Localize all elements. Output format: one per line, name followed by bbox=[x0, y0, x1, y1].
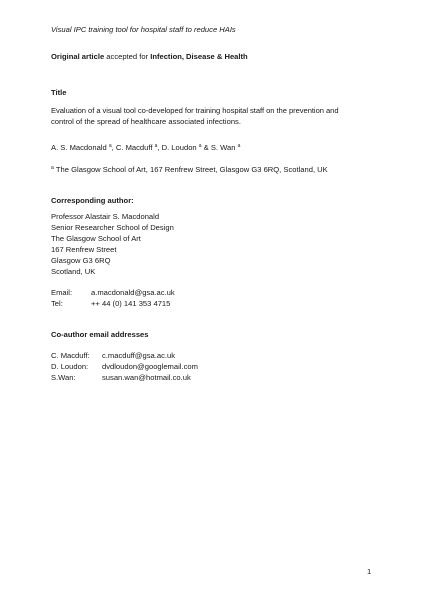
running-header: Visual IPC training tool for hospital staff to reduce HAIs bbox=[51, 25, 236, 34]
address-line: 167 Renfrew Street bbox=[51, 245, 117, 254]
address-line: Professor Alastair S. Macdonald bbox=[51, 212, 160, 221]
title-heading: Title bbox=[51, 88, 67, 97]
author-affiliation-mark: a bbox=[198, 143, 202, 149]
email-label: Email: bbox=[51, 288, 73, 297]
author-affiliation-mark: a bbox=[154, 143, 158, 149]
article-title-line-1: Evaluation of a visual tool co-developed for training hospital staff on the prevention and bbox=[51, 106, 339, 115]
coauthor-row bbox=[51, 362, 198, 372]
coauthor-email-link[interactable]: c.macduff@gsa.ac.uk bbox=[102, 351, 175, 360]
author-name: C. Macduff bbox=[115, 143, 153, 152]
author-list bbox=[51, 143, 240, 153]
address-line: The Glasgow School of Art bbox=[51, 234, 141, 243]
tel-row bbox=[51, 299, 170, 309]
coauthor-row bbox=[51, 373, 191, 383]
article-note-middle: accepted for bbox=[104, 52, 151, 61]
author-name: D. Loudon bbox=[161, 143, 197, 152]
coauthor-email-link[interactable]: susan.wan@hotmail.co.uk bbox=[102, 373, 191, 382]
affiliation bbox=[51, 165, 328, 175]
tel-label: Tel: bbox=[51, 299, 63, 308]
author-separator: & bbox=[201, 143, 211, 152]
article-type: Original article bbox=[51, 52, 105, 61]
coauthor-label: C. Macduff: bbox=[51, 351, 90, 360]
address-line: Scotland, UK bbox=[51, 267, 96, 276]
author-affiliation-mark: a bbox=[108, 143, 112, 149]
author-separator: , bbox=[111, 143, 116, 152]
journal-name: Infection, Disease & Health bbox=[150, 52, 248, 61]
coauthor-label: D. Loudon: bbox=[51, 362, 89, 371]
address-line: Glasgow G3 6RQ bbox=[51, 256, 111, 265]
article-note bbox=[51, 52, 248, 62]
affiliation-text: The Glasgow School of Art, 167 Renfrew Street, Glasgow G3 6RQ, Scotland, UK bbox=[55, 165, 328, 174]
coauthors-heading: Co-author email addresses bbox=[51, 330, 149, 339]
email-link[interactable]: a.macdonald@gsa.ac.uk bbox=[91, 288, 175, 297]
author-name: A. S. Macdonald bbox=[51, 143, 107, 152]
author-separator: , bbox=[157, 143, 162, 152]
address-line: Senior Researcher School of Design bbox=[51, 223, 174, 232]
author-affiliation-mark: a bbox=[237, 143, 241, 149]
author-name: S. Wan bbox=[210, 143, 236, 152]
tel-number: ++ 44 (0) 141 353 4715 bbox=[91, 299, 171, 308]
coauthor-email-link[interactable]: dvdloudon@googlemail.com bbox=[102, 362, 198, 371]
page-number: 1 bbox=[367, 567, 372, 576]
email-row bbox=[51, 288, 175, 298]
article-title-line-2: control of the spread of healthcare associated infections. bbox=[51, 117, 241, 126]
affiliation-mark: a bbox=[51, 165, 54, 171]
coauthor-label: S.Wan: bbox=[51, 373, 76, 382]
corresponding-heading: Corresponding author: bbox=[51, 196, 134, 205]
coauthor-row bbox=[51, 351, 175, 361]
